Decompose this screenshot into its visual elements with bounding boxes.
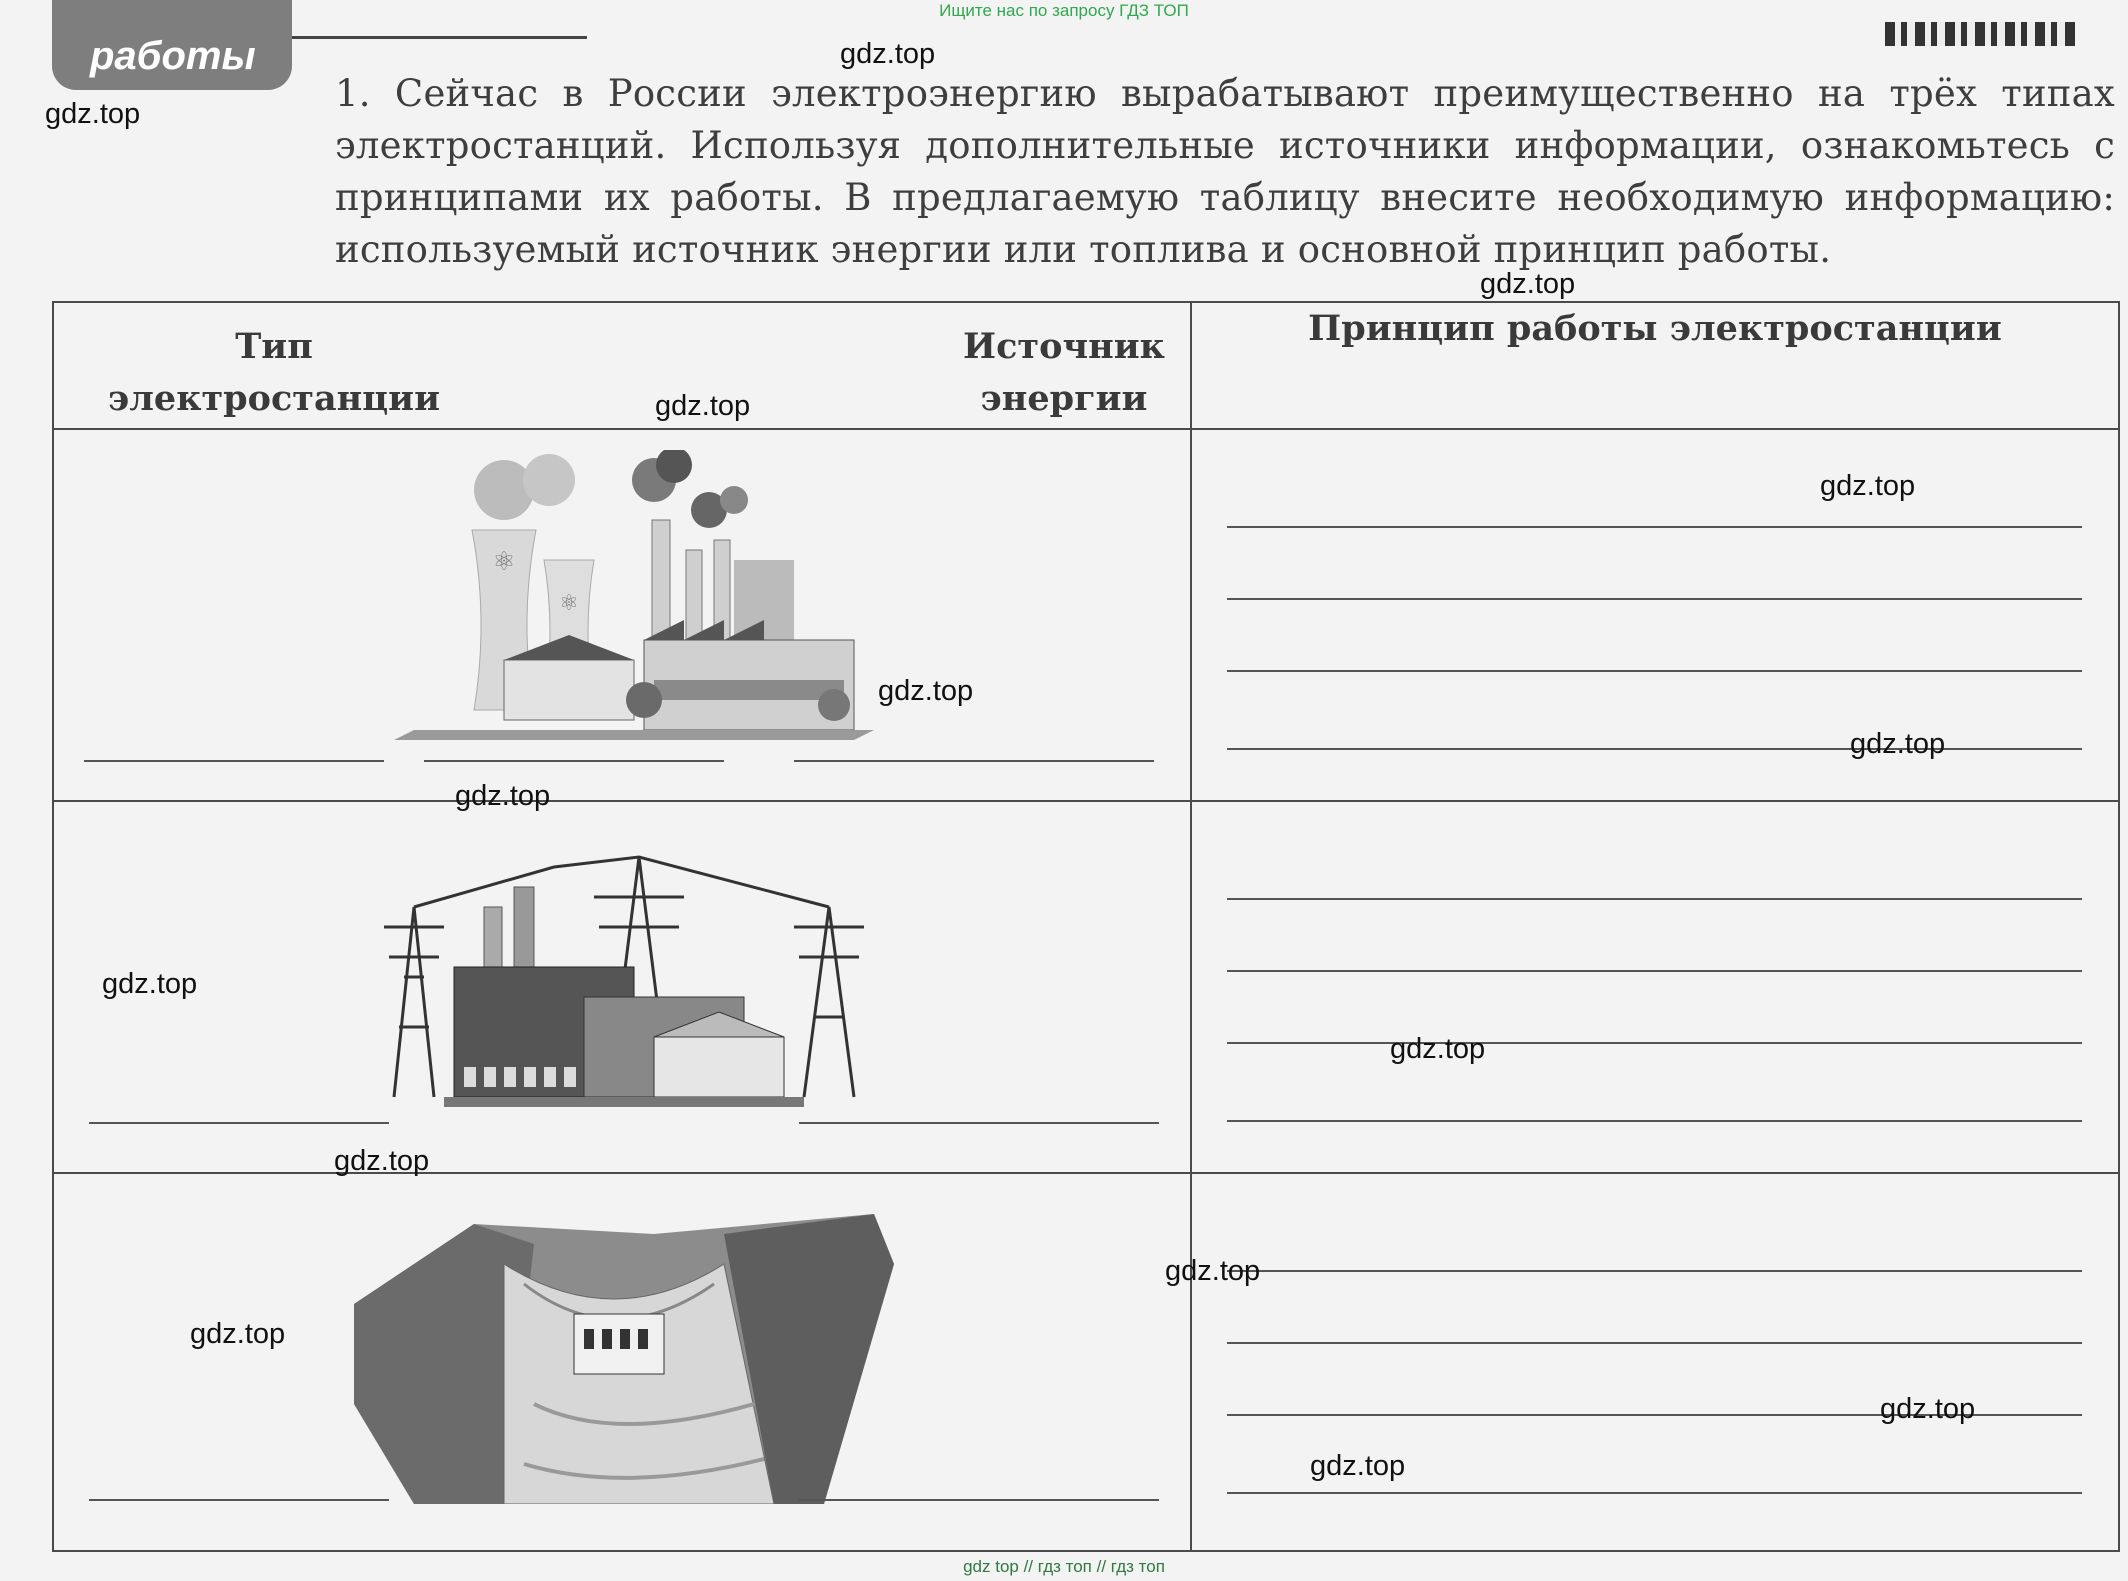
header-type-line1: Тип	[235, 326, 313, 367]
row-3-right	[1191, 1173, 2119, 1551]
answer-line	[799, 1499, 1159, 1501]
watermark: gdz.top	[190, 1318, 286, 1350]
watermark: gdz.top	[102, 968, 198, 1000]
table-header-left	[53, 302, 1191, 429]
row-3-left	[53, 1173, 1191, 1551]
power-plant-with-pylons-icon	[354, 827, 894, 1127]
header-source-line1: Источник	[963, 326, 1165, 367]
watermark: gdz.top	[45, 98, 141, 130]
row-2-left	[53, 801, 1191, 1173]
answer-line	[1227, 1492, 2082, 1494]
answer-line	[84, 760, 384, 762]
answer-line	[1227, 670, 2082, 672]
answer-line	[1227, 1042, 2082, 1044]
answer-line	[1227, 970, 2082, 972]
header-type	[54, 321, 494, 425]
watermark: gdz.top	[878, 675, 974, 707]
watermark: gdz.top	[1880, 1393, 1976, 1425]
section-badge	[52, 0, 292, 90]
watermark: gdz.top	[1820, 470, 1916, 502]
bottom-banner[interactable]: gdz top // гдз топ // гдз топ	[963, 1557, 1165, 1576]
top-rule	[292, 36, 587, 39]
task-text: 1. Сейчас в России электроэнергию вырабатывают преимущественно на трёх типах электростанций. Используя дополнительные источники информации, ознакомьтесь с принципами их работы. В предлагаемую таблицу внесите необходимую информацию: используемый источник энергии или топлива и основной принцип работы.	[335, 72, 2115, 271]
watermark: gdz.top	[334, 1145, 430, 1177]
svg-text:⚛: ⚛	[559, 591, 579, 616]
answer-line	[89, 1122, 389, 1124]
row-2-right	[1191, 801, 2119, 1173]
row-1-right	[1191, 429, 2119, 801]
row-1-left	[53, 429, 1191, 801]
answer-line	[1227, 526, 2082, 528]
answer-line	[799, 1122, 1159, 1124]
answer-line	[794, 760, 1154, 762]
answer-line	[1227, 748, 2082, 750]
header-type-line2: электростанции	[107, 378, 441, 419]
watermark: gdz.top	[1390, 1033, 1486, 1065]
answer-line	[1227, 1270, 2082, 1272]
answer-line	[89, 1499, 389, 1501]
answer-table	[52, 301, 2120, 1552]
watermark: gdz.top	[655, 390, 751, 422]
nuclear-thermal-plant-icon	[354, 450, 874, 740]
answer-line	[1227, 1342, 2082, 1344]
watermark: gdz.top	[1850, 728, 1946, 760]
watermark: gdz.top	[455, 780, 551, 812]
watermark: gdz.top	[1480, 268, 1576, 300]
badge-label: работы	[90, 34, 256, 78]
watermark: gdz.top	[840, 38, 936, 70]
answer-line	[1227, 898, 2082, 900]
answer-line	[1227, 1120, 2082, 1122]
svg-text:⚛: ⚛	[492, 547, 516, 577]
watermark: gdz.top	[1310, 1450, 1406, 1482]
top-banner[interactable]: Ищите нас по запросу ГДЗ ТОП	[939, 1, 1189, 20]
watermark: gdz.top	[1165, 1255, 1261, 1287]
qr-code-icon	[1885, 22, 2075, 46]
header-principle: Принцип работы электростанции	[1191, 302, 2119, 429]
header-source-line2: энергии	[980, 378, 1148, 419]
answer-line	[1227, 598, 2082, 600]
answer-line	[424, 760, 724, 762]
hydroelectric-dam-icon	[354, 1204, 894, 1504]
